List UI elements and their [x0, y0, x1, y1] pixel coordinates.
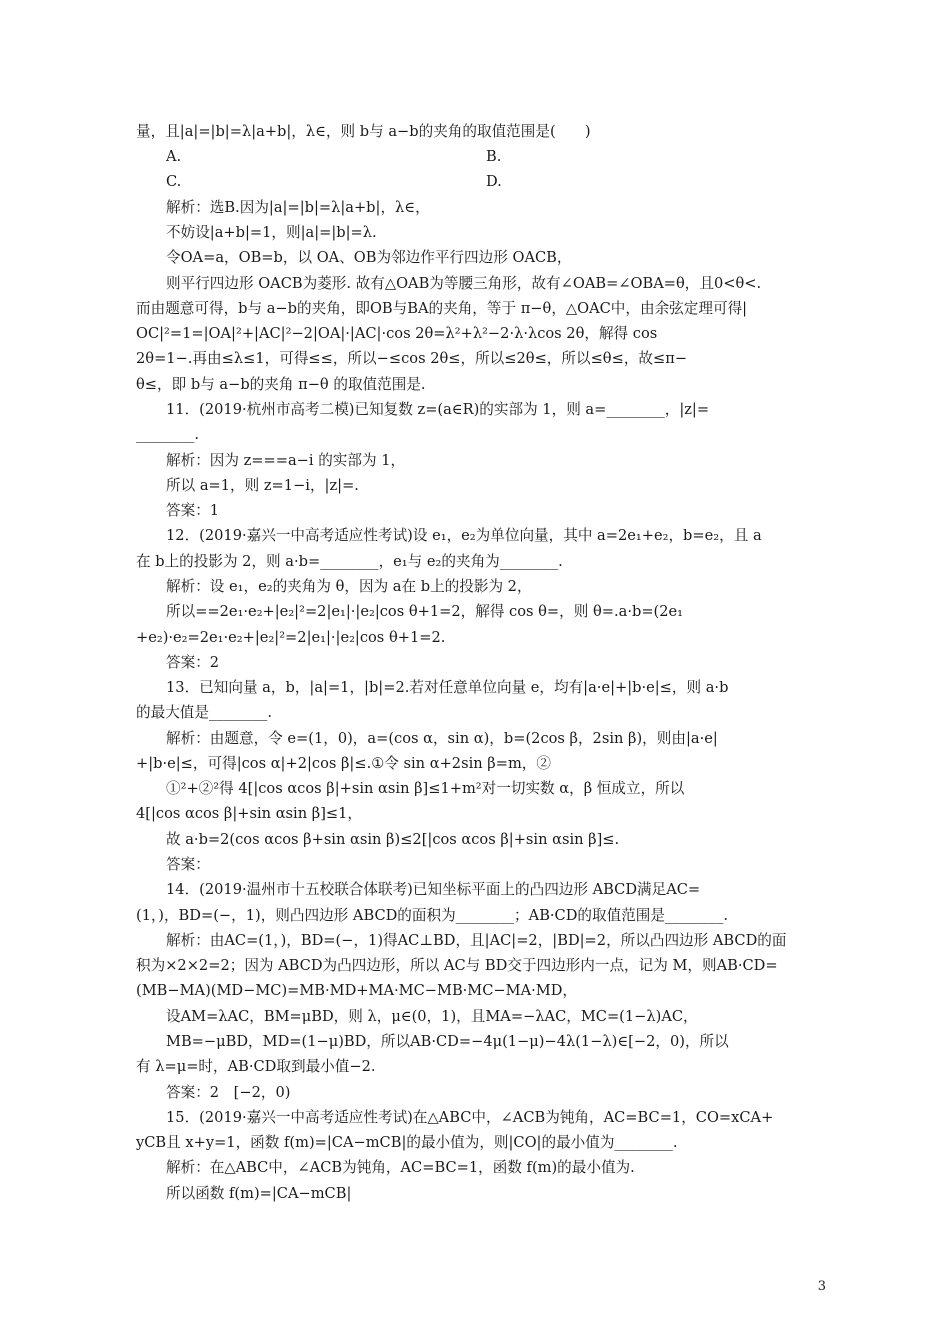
text-line: 4[|cos αcos β|+sin αsin β]≤1，: [136, 805, 362, 822]
text-line: +|b·e|≤，可得|cos α|+2|cos β|≤.①令 sin α+2sin β=m，②: [136, 755, 551, 772]
question-14: 14．(2019·温州市十五校联合体联考)已知坐标平面上的凸四边形 ABCD满足AC=: [166, 881, 701, 898]
page-number: 3: [817, 1279, 826, 1294]
text-line: 所以==2e₁·e₂+|e₂|²=2|e₁|·|e₂|cos θ+1=2，解得 cos θ=，则 θ=.a·b=(2e₁: [166, 603, 684, 620]
text-line: 解析：因为 z===a−i 的实部为 1，: [166, 452, 406, 469]
text-line: 则平行四边形 OACB为菱形. 故有△OAB为等腰三角形，故有∠OAB=∠OBA=θ，且0<θ<.: [166, 275, 762, 292]
text-line: ①²+②²得 4[|cos αcos β|+sin αsin β]≤1+m²对一切实数 α，β 恒成立，所以: [166, 780, 685, 797]
question-11: 11．(2019·杭州市高考二模)已知复数 z=(a∈R)的实部为 1，则 a=________，|z|=: [166, 401, 710, 418]
text-line: 所以函数 f(m)=|CA−mCB|: [166, 1185, 352, 1202]
text-line: 的最大值是________.: [136, 704, 272, 721]
text-line: OC|²=1=|OA|²+|AC|²−2|OA|·|AC|·cos 2θ=λ²+λ²−2·λ·λcos 2θ，解得 cos: [136, 325, 658, 342]
option-c: C.: [166, 173, 182, 190]
question-13: 13．已知向量 a，b，|a|=1，|b|=2.若对任意单位向量 e，均有|a·e|+|b·e|≤，则 a·b: [166, 679, 729, 696]
text-line: (1，)，BD=(−，1)，则凸四边形 ABCD的面积为________；AB·CD的取值范围是________.: [136, 907, 729, 924]
text-line: 2θ=1−.再由≤λ≤1，可得≤≤，所以−≤cos 2θ≤，所以≤2θ≤，所以≤θ≤，故≤π−: [136, 350, 688, 367]
text-line: 设AM=λAC，BM=μBD，则 λ，μ∈(0，1)，且MA=−λAC，MC=(1−λ)AC，: [166, 1008, 698, 1025]
question-12: 12．(2019·嘉兴一中高考适应性考试)设 e₁，e₂为单位向量，其中 a=2e₁+e₂，b=e₂，且 a: [166, 527, 762, 544]
text-line: +e₂)·e₂=2e₁·e₂+|e₂|²=2|e₁|·|e₂|cos θ+1=2.: [136, 629, 446, 646]
text-line: MB=−μBD，MD=(1−μ)BD，所以AB·CD=−4μ(1−μ)−4λ(1−λ)∈[−2，0)，所以: [166, 1033, 729, 1050]
text-line: 解析：设 e₁，e₂的夹角为 θ，因为 a在 b上的投影为 2，: [166, 578, 532, 595]
text-line: ________.: [136, 426, 200, 443]
text-line: 解析：由AC=(1，)，BD=(−，1)得AC⊥BD，且|AC|=2，|BD|=2，所以凸四边形 ABCD的面: [166, 932, 787, 949]
text-line: (MB−MA)(MD−MC)=MB·MD+MA·MC−MB·MC−MA·MD，: [136, 982, 577, 999]
text-line: 解析：由题意，令 e=(1，0)，a=(cos α，sin α)，b=(2cos β，2sin β)，则由|a·e|: [166, 730, 718, 747]
text-line: 解析：选B.因为|a|=|b|=λ|a+b|，λ∈，: [166, 199, 430, 216]
option-d: D.: [486, 173, 502, 190]
question-15: 15．(2019·嘉兴一中高考适应性考试)在△ABC中，∠ACB为钝角，AC=BC=1，CO=xCA+: [166, 1109, 774, 1126]
text-line: θ≤，即 b与 a−b的夹角 π−θ 的取值范围是.: [136, 376, 426, 393]
text-line: 解析：在△ABC中，∠ACB为钝角，AC=BC=1，函数 f(m)的最小值为.: [166, 1159, 635, 1176]
text-line: 而由题意可得，b与 a−b的夹角，即OB与BA的夹角，等于 π−θ，△OAC中，由余弦定理可得|: [136, 300, 748, 317]
answer-11: 答案：1: [166, 502, 220, 519]
option-b: B.: [486, 148, 502, 165]
text-line: 令OA=a，OB=b，以 OA、OB为邻边作平行四边形 OACB，: [166, 249, 572, 266]
text-line: 在 b上的投影为 2，则 a·b=________，e₁与 e₂的夹角为________.: [136, 553, 563, 570]
text-line: 不妨设|a+b|=1，则|a|=|b|=λ.: [166, 224, 377, 241]
option-a: A.: [166, 148, 182, 165]
text-line: yCB且 x+y=1，函数 f(m)=|CA−mCB|的最小值为，则|CO|的最小值为________.: [136, 1134, 678, 1151]
answer-12: 答案：2: [166, 654, 220, 671]
text-line: 量，且|a|=|b|=λ|a+b|，λ∈，则 b与 a−b的夹角的取值范围是( ): [136, 123, 591, 140]
text-line: 积为×2×2=2；因为 ABCD为凸四边形，所以 AC与 BD交于四边形内一点，记为 M，则AB·CD=: [136, 957, 778, 974]
text-line: 故 a·b=2(cos αcos β+sin αsin β)≤2[|cos αcos β|+sin αsin β]≤.: [166, 831, 620, 848]
text-line: 所以 a=1，则 z=1−i，|z|=.: [166, 477, 359, 494]
answer-14: 答案：2 [−2，0): [166, 1084, 291, 1101]
text-line: 有 λ=μ=时，AB·CD取到最小值−2.: [136, 1058, 376, 1075]
answer-13: 答案：: [166, 856, 210, 873]
